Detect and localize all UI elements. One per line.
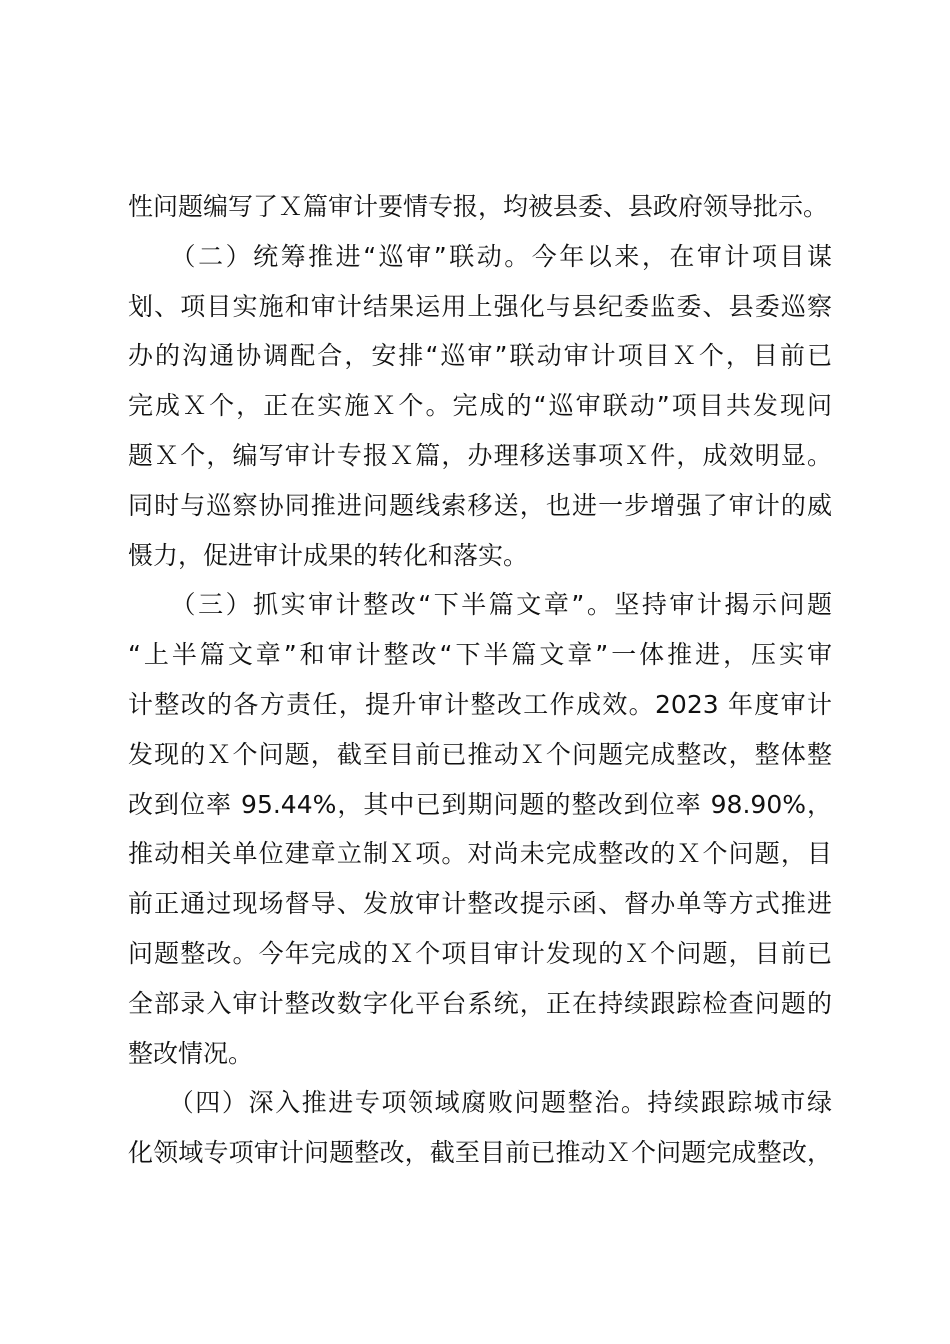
text-line: 同时与巡察协同推进问题线索移送，也进一步增强了审计的威 <box>128 490 832 520</box>
text-line: 前正通过现场督导、发放审计整改提示函、督办单等方式推进 <box>128 889 832 919</box>
text-line: 整改情况。 <box>128 1038 254 1068</box>
text-line: 划、项目实施和审计结果运用上强化与县纪委监委、县委巡察 <box>128 291 832 321</box>
text-line: 慑力，促进审计成果的转化和落实。 <box>128 540 529 570</box>
text-line: （二）统筹推进“巡审”联动。今年以来，在审计项目谋 <box>128 241 832 271</box>
text-line: 全部录入审计整改数字化平台系统，正在持续跟踪检查问题的 <box>128 988 832 1018</box>
text-line: 完成Ｘ个，正在实施Ｘ个。完成的“巡审联动”项目共发现问 <box>128 391 832 421</box>
text-line: （三）抓实审计整改“下半篇文章”。坚持审计揭示问题 <box>128 590 832 620</box>
text-line: 题Ｘ个，编写审计专报Ｘ篇，办理移送事项Ｘ件，成效明显。 <box>128 440 832 470</box>
text-line: 改到位率 95.44%，其中已到期问题的整改到位率 98.90%， <box>128 789 832 819</box>
text-line: （四）深入推进专项领域腐败问题整治。持续跟踪城市绿 <box>128 1088 832 1118</box>
text-line: 办的沟通协调配合，安排“巡审”联动审计项目Ｘ个，目前已 <box>128 341 832 371</box>
text-line: 发现的Ｘ个问题，截至目前已推动Ｘ个问题完成整改，整体整 <box>128 739 832 769</box>
text-line: “上半篇文章”和审计整改“下半篇文章”一体推进，压实审 <box>128 640 832 670</box>
body-text <box>128 182 832 1178</box>
text-line: 性问题编写了Ｘ篇审计要情专报，均被县委、县政府领导批示。 <box>128 192 829 221</box>
text-line: 计整改的各方责任，提升审计整改工作成效。2023 年度审计 <box>128 689 832 719</box>
text-line: 推动相关单位建章立制Ｘ项。对尚未完成整改的Ｘ个问题，目 <box>128 839 832 869</box>
text-line: 问题整改。今年完成的Ｘ个项目审计发现的Ｘ个问题，目前已 <box>128 938 832 968</box>
text-line: 化领域专项审计问题整改，截至目前已推动Ｘ个问题完成整改， <box>128 1138 832 1168</box>
